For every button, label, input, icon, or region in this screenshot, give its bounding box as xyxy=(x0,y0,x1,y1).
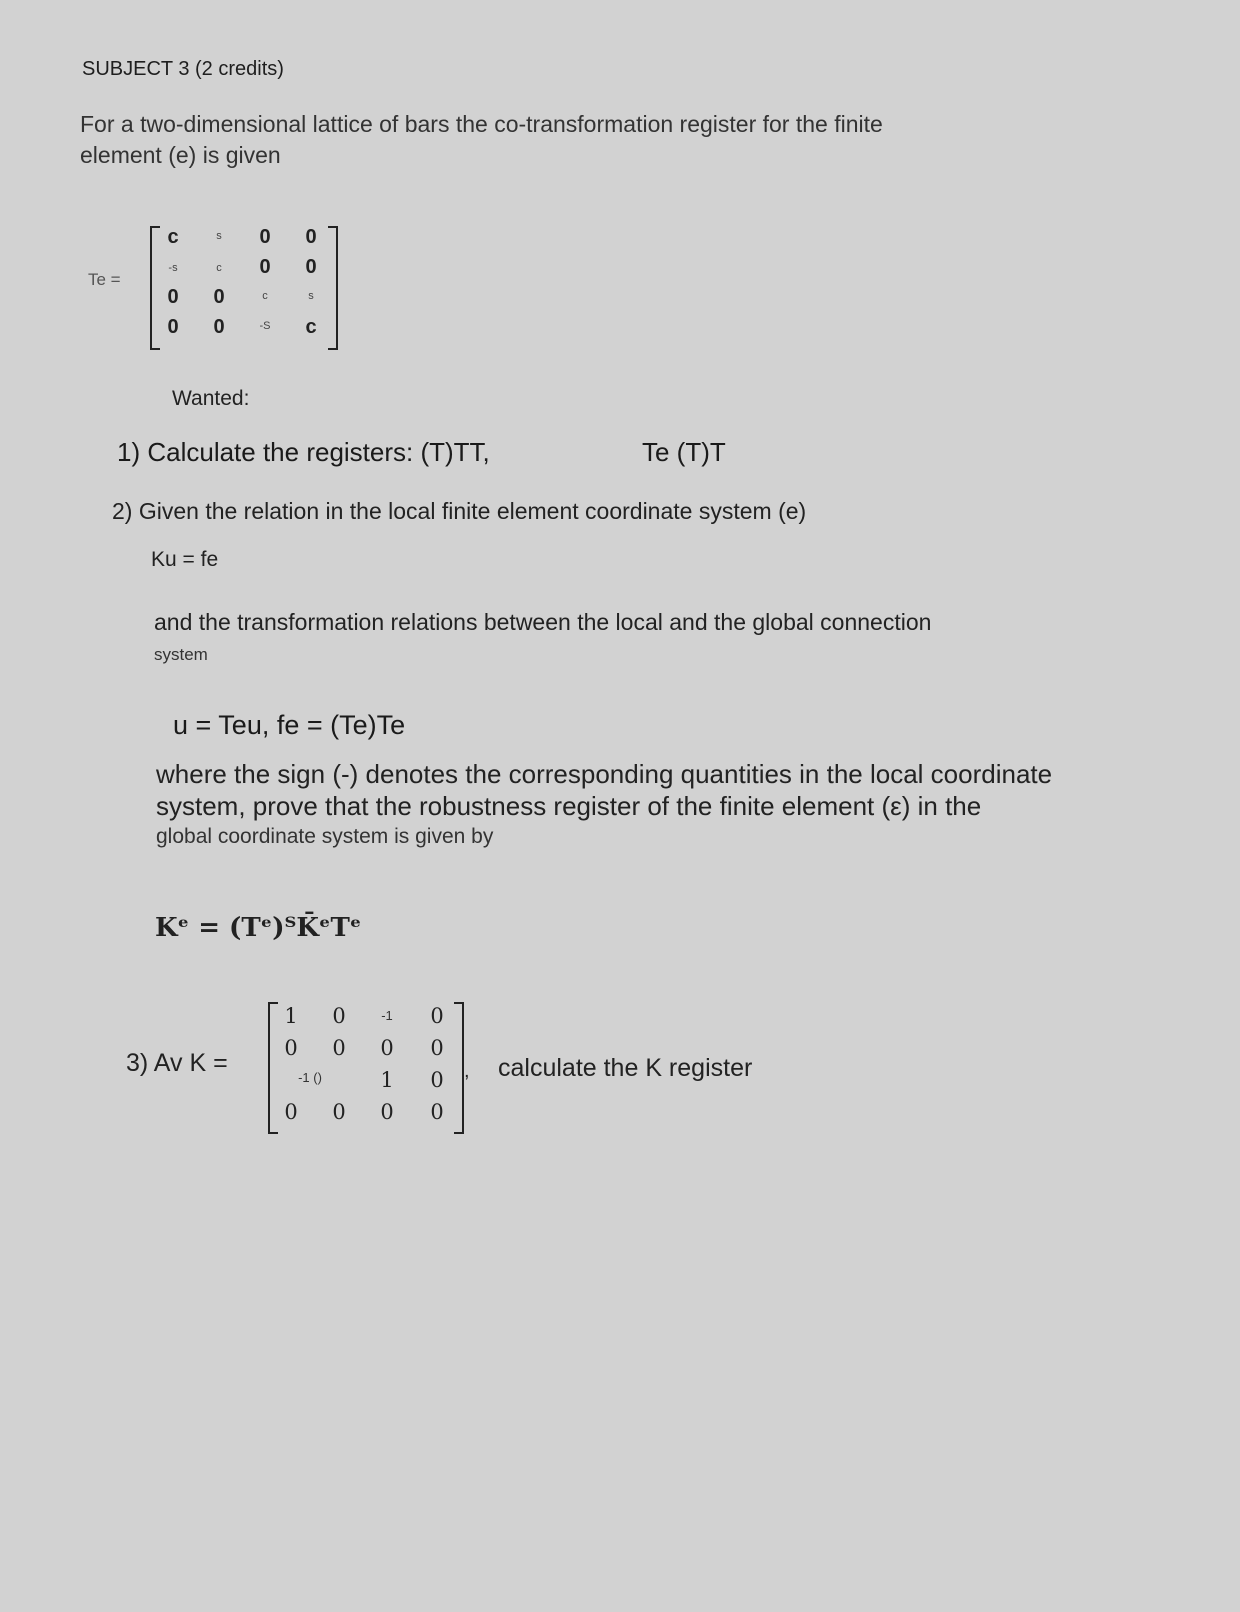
where-paragraph xyxy=(156,758,1052,822)
wanted-label: Wanted: xyxy=(172,387,250,410)
k-cell-2-0: -1 () xyxy=(298,1070,322,1085)
k-cell-1-3: 0 xyxy=(430,1036,444,1060)
k-cell-3-0: 0 xyxy=(284,1100,298,1124)
te-label: Te = xyxy=(88,270,121,289)
te-cell-2-2: c xyxy=(262,290,268,302)
k-matrix xyxy=(268,1002,464,1134)
te-cell-2-0: 0 xyxy=(167,286,179,308)
question-2: 2) Given the relation in the local finite element coordinate system (e) xyxy=(112,498,807,524)
te-cell-1-2: 0 xyxy=(259,256,271,278)
te-cell-2-1: 0 xyxy=(213,286,225,308)
question-1-second: Te (T)T xyxy=(642,437,726,467)
intro-line-1: For a two-dimensional lattice of bars the co-transformation register for the finite xyxy=(80,111,883,137)
where-line-2: system, prove that the robustness register of the finite element (ε) in the xyxy=(156,791,982,821)
te-cell-3-0: 0 xyxy=(167,316,179,338)
k-cell-1-0: 0 xyxy=(284,1036,298,1060)
k-cell-0-0: 1 xyxy=(284,1004,298,1028)
te-matrix xyxy=(150,226,338,350)
te-cell-0-2: 0 xyxy=(259,226,271,248)
transformation-text: and the transformation relations between the local and the global connection xyxy=(154,609,932,635)
intro-line-2: element (e) is given xyxy=(80,142,281,168)
te-cell-0-3: 0 xyxy=(305,226,317,248)
k-cell-2-3: 0 xyxy=(430,1068,444,1092)
k-cell-3-2: 0 xyxy=(380,1100,394,1124)
question-1: 1) Calculate the registers: (T)TT, xyxy=(117,437,490,467)
subject-heading: SUBJECT 3 (2 credits) xyxy=(82,58,284,80)
k-formula: Kᵉ = (Tᵉ)ᵀK̄ᵉTᵉ xyxy=(155,913,362,943)
k-cell-0-1: 0 xyxy=(332,1004,346,1028)
ku-equation: Ku = fe xyxy=(151,548,219,571)
k-cell-0-3: 0 xyxy=(430,1004,444,1028)
te-cell-0-0: c xyxy=(167,226,179,248)
k-cell-1-2: 0 xyxy=(380,1036,394,1060)
calculate-text: calculate the K register xyxy=(498,1054,753,1082)
k-cell-0-2: -1 xyxy=(381,1008,393,1023)
matrix-comma: , xyxy=(464,1060,470,1082)
te-cell-2-3: s xyxy=(308,290,314,302)
intro-paragraph xyxy=(80,109,883,171)
te-cell-3-1: 0 xyxy=(213,316,225,338)
te-cell-1-3: 0 xyxy=(305,256,317,278)
question-3: 3) Av K = xyxy=(126,1049,228,1077)
te-cell-1-0: -s xyxy=(168,262,178,274)
where-line-1: where the sign (-) denotes the corresponding quantities in the local coordinate xyxy=(156,759,1053,789)
k-cell-3-1: 0 xyxy=(332,1100,346,1124)
te-cell-3-3: c xyxy=(305,316,317,338)
k-cell-1-1: 0 xyxy=(332,1036,346,1060)
te-cell-3-2: -S xyxy=(259,320,271,332)
te-cell-1-1: c xyxy=(216,262,222,274)
global-text: global coordinate system is given by xyxy=(156,825,494,848)
k-cell-3-3: 0 xyxy=(430,1100,444,1124)
te-cell-0-1: s xyxy=(216,230,222,242)
k-cell-2-2: 1 xyxy=(380,1068,394,1092)
u-equation: u = Teu, fe = (Te)Te xyxy=(173,710,406,740)
system-word: system xyxy=(154,645,208,664)
